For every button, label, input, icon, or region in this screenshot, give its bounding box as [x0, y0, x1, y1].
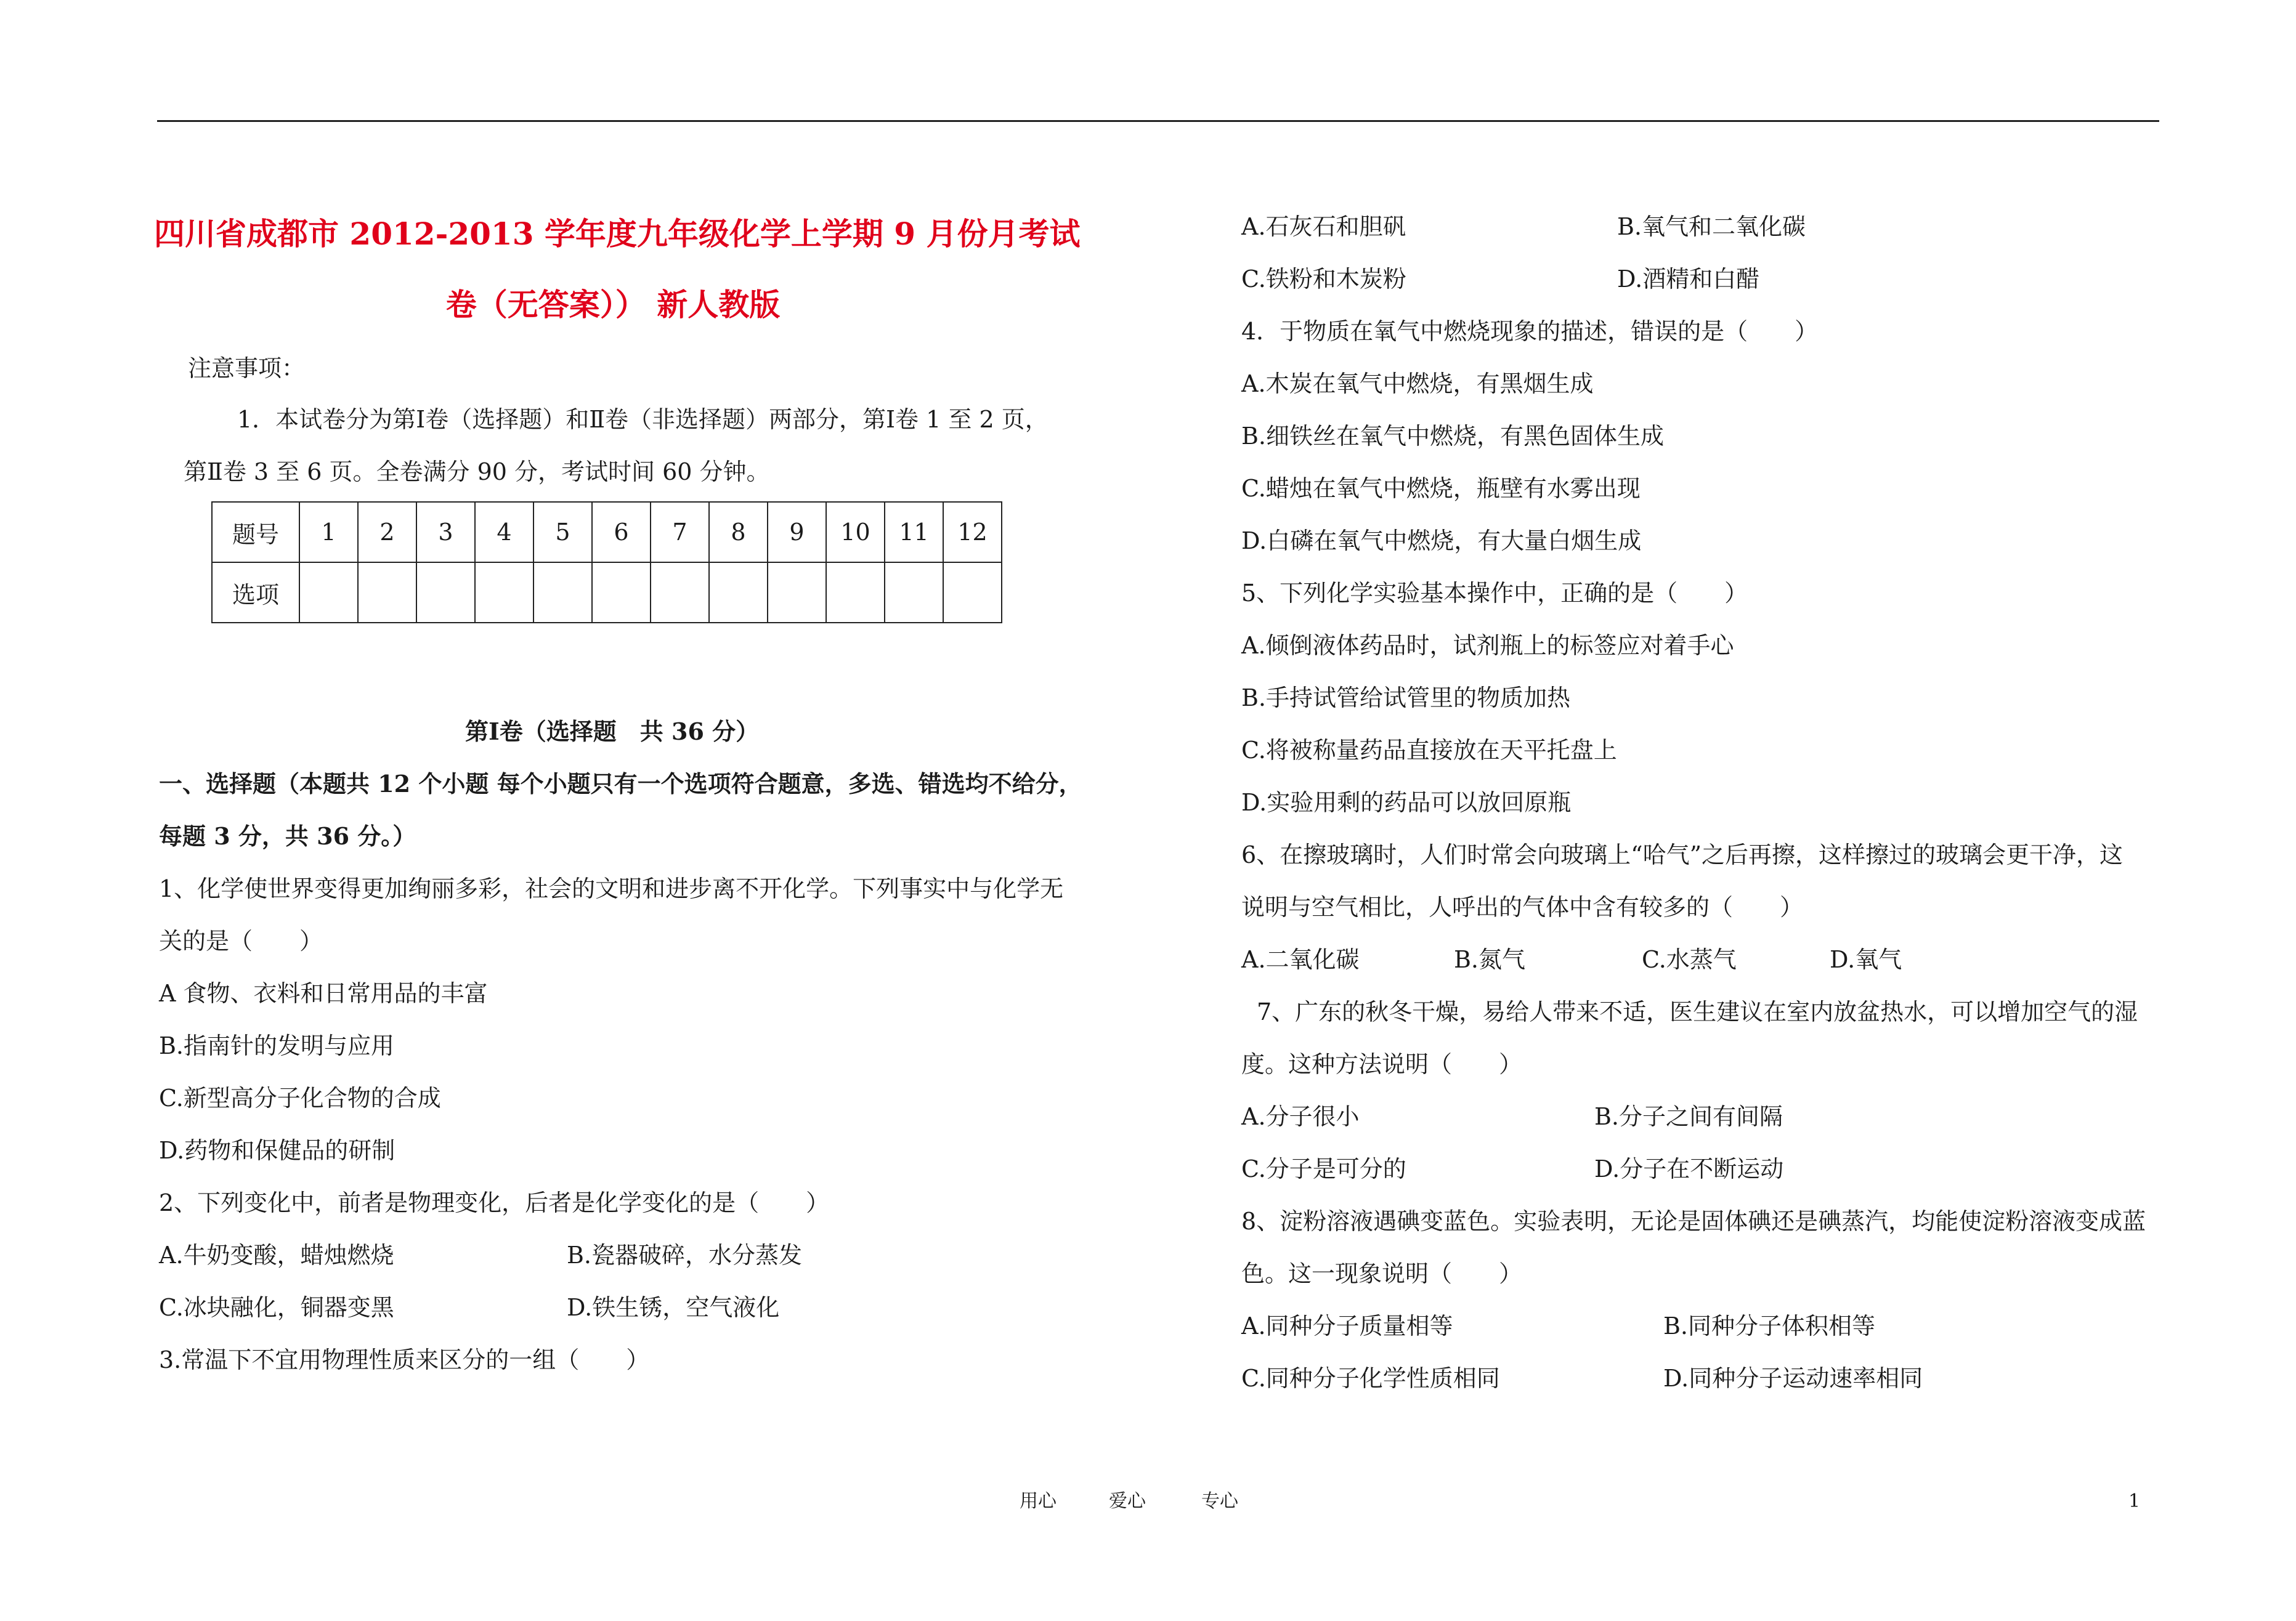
answer-cell	[533, 562, 592, 623]
question-number-cell: 2	[358, 502, 416, 562]
footer-motto-1: 用心	[1020, 1490, 1057, 1512]
q7-stem-line2: 度。这种方法说明（ ）	[1241, 1051, 1523, 1078]
q1-stem-line1: 1、化学使世界变得更加绚丽多彩，社会的文明和进步离不开化学。下列事实中与化学无	[159, 875, 1064, 902]
notice-heading: 注意事项：	[188, 355, 306, 382]
q7-option-d: D.分子在不断运动	[1594, 1155, 1784, 1182]
q2-option-c: C.冰块融化，铜器变黑	[159, 1294, 394, 1321]
q4-option-c: C.蜡烛在氧气中燃烧，瓶壁有水雾出现	[1241, 475, 1641, 502]
q6-option-b: B.氮气	[1454, 946, 1526, 973]
q8-option-c: C.同种分子化学性质相同	[1241, 1365, 1500, 1392]
q8-stem-line1: 8、淀粉溶液遇碘变蓝色。实验表明，无论是固体碘还是碘蒸汽，均能使淀粉溶液变成蓝	[1241, 1208, 2146, 1235]
q3-option-d: D.酒精和白醋	[1617, 265, 1760, 293]
question-number-cell: 7	[651, 502, 709, 562]
answer-cell	[943, 562, 1002, 623]
answer-cell	[358, 562, 416, 623]
q1-option-d: D.药物和保健品的研制	[159, 1137, 396, 1164]
q1-option-b: B.指南针的发明与应用	[159, 1032, 395, 1059]
answer-cell	[592, 562, 651, 623]
answer-table-header-option: 选项	[212, 562, 299, 623]
footer-motto-2: 爱心	[1109, 1490, 1146, 1512]
q6-stem-line2: 说明与空气相比，人呼出的气体中含有较多的（ ）	[1241, 894, 1804, 921]
q5-option-b: B.手持试管给试管里的物质加热	[1241, 684, 1571, 711]
answer-table-option-row	[212, 562, 1002, 623]
answer-cell	[651, 562, 709, 623]
question-number-cell: 10	[826, 502, 885, 562]
q1-option-c: C.新型高分子化合物的合成	[159, 1085, 441, 1112]
q2-stem: 2、下列变化中，前者是物理变化，后者是化学变化的是（ ）	[159, 1189, 830, 1216]
question-number-cell: 5	[533, 502, 592, 562]
question-number-cell: 11	[885, 502, 943, 562]
q4-option-d: D.白磷在氧气中燃烧，有大量白烟生成	[1241, 527, 1642, 554]
answer-cell	[826, 562, 885, 623]
q8-option-b: B.同种分子体积相等	[1663, 1312, 1876, 1340]
q7-option-a: A.分子很小	[1241, 1103, 1360, 1130]
q7-option-c: C.分子是可分的	[1241, 1155, 1406, 1182]
answer-table-header-number: 题号	[212, 502, 299, 562]
question-number-cell: 3	[416, 502, 475, 562]
q5-option-d: D.实验用剩的药品可以放回原瓶	[1241, 789, 1572, 816]
q3-option-c: C.铁粉和木炭粉	[1241, 265, 1406, 293]
q6-option-c: C.水蒸气	[1642, 946, 1737, 973]
q4-option-b: B.细铁丝在氧气中燃烧，有黑色固体生成	[1241, 422, 1665, 450]
question-number-cell: 12	[943, 502, 1002, 562]
answer-cell	[768, 562, 826, 623]
q6-stem-line1: 6、在擦玻璃时，人们时常会向玻璃上“哈气”之后再擦，这样擦过的玻璃会更干净，这	[1241, 841, 2124, 868]
notice-item-1-line1: 1．本试卷分为第Ⅰ卷（选择题）和Ⅱ卷（非选择题）两部分，第Ⅰ卷 1 至 2 页，	[237, 406, 1049, 433]
q5-option-a: A.倾倒液体药品时，试剂瓶上的标签应对着手心	[1241, 632, 1734, 659]
q6-option-d: D.氧气	[1830, 946, 1902, 973]
q2-option-b: B.瓷器破碎，水分蒸发	[567, 1242, 803, 1269]
q1-stem-line2: 关的是（ ）	[159, 928, 323, 955]
q3-option-b: B.氧气和二氧化碳	[1617, 213, 1806, 240]
q4-option-a: A.木炭在氧气中燃烧，有黑烟生成	[1241, 370, 1594, 397]
question-number-cell: 9	[768, 502, 826, 562]
question-number-cell: 1	[299, 502, 358, 562]
q2-option-a: A.牛奶变酸，蜡烛燃烧	[159, 1242, 394, 1269]
answer-cell	[299, 562, 358, 623]
q7-stem-line1: 7、广东的秋冬干燥，易给人带来不适，医生建议在室内放盆热水，可以增加空气的湿	[1257, 998, 2138, 1025]
answer-cell	[885, 562, 943, 623]
answer-table-number-row	[212, 502, 1002, 562]
q6-option-a: A.二氧化碳	[1241, 946, 1360, 973]
q5-option-c: C.将被称量药品直接放在天平托盘上	[1241, 737, 1617, 764]
question-number-cell: 8	[709, 502, 768, 562]
q3-option-a: A.石灰石和胆矾	[1241, 213, 1406, 240]
exam-title-line1: 四川省成都市 2012-2013 学年度九年级化学上学期 9 月份月考试	[154, 216, 1081, 252]
q7-option-b: B.分子之间有间隔	[1594, 1103, 1783, 1130]
section-title: 第Ⅰ卷（选择题 共 36 分）	[465, 718, 760, 745]
footer-motto-3: 专心	[1201, 1490, 1238, 1512]
q3-stem: 3.常温下不宜用物理性质来区分的一组（ ）	[159, 1346, 650, 1373]
q8-stem-line2: 色。这一现象说明（ ）	[1241, 1260, 1523, 1287]
header-rule	[157, 120, 2159, 122]
q1-option-a: A 食物、衣料和日常用品的丰富	[159, 980, 488, 1007]
section-intro-line2: 每题 3 分，共 36 分。）	[159, 822, 416, 850]
exam-title-line2: 卷（无答案）） 新人教版	[445, 286, 781, 323]
answer-cell	[709, 562, 768, 623]
page-number: 1	[2128, 1490, 2141, 1512]
q4-stem: 4．于物质在氧气中燃烧现象的描述，错误的是（ ）	[1241, 318, 1819, 345]
q8-option-a: A.同种分子质量相等	[1241, 1312, 1453, 1340]
q8-option-d: D.同种分子运动速率相同	[1663, 1365, 1923, 1392]
q5-stem: 5、下列化学实验基本操作中，正确的是（ ）	[1241, 580, 1748, 607]
answer-cell	[475, 562, 533, 623]
answer-table	[211, 501, 1002, 623]
answer-cell	[416, 562, 475, 623]
question-number-cell: 6	[592, 502, 651, 562]
notice-item-1-line2: 第Ⅱ卷 3 至 6 页。全卷满分 90 分，考试时间 60 分钟。	[184, 458, 770, 485]
section-intro-line1: 一、选择题（本题共 12 个小题 每个小题只有一个选项符合题意，多选、错选均不给分，	[159, 770, 1082, 798]
question-number-cell: 4	[475, 502, 533, 562]
q2-option-d: D.铁生锈，空气液化	[567, 1294, 780, 1321]
